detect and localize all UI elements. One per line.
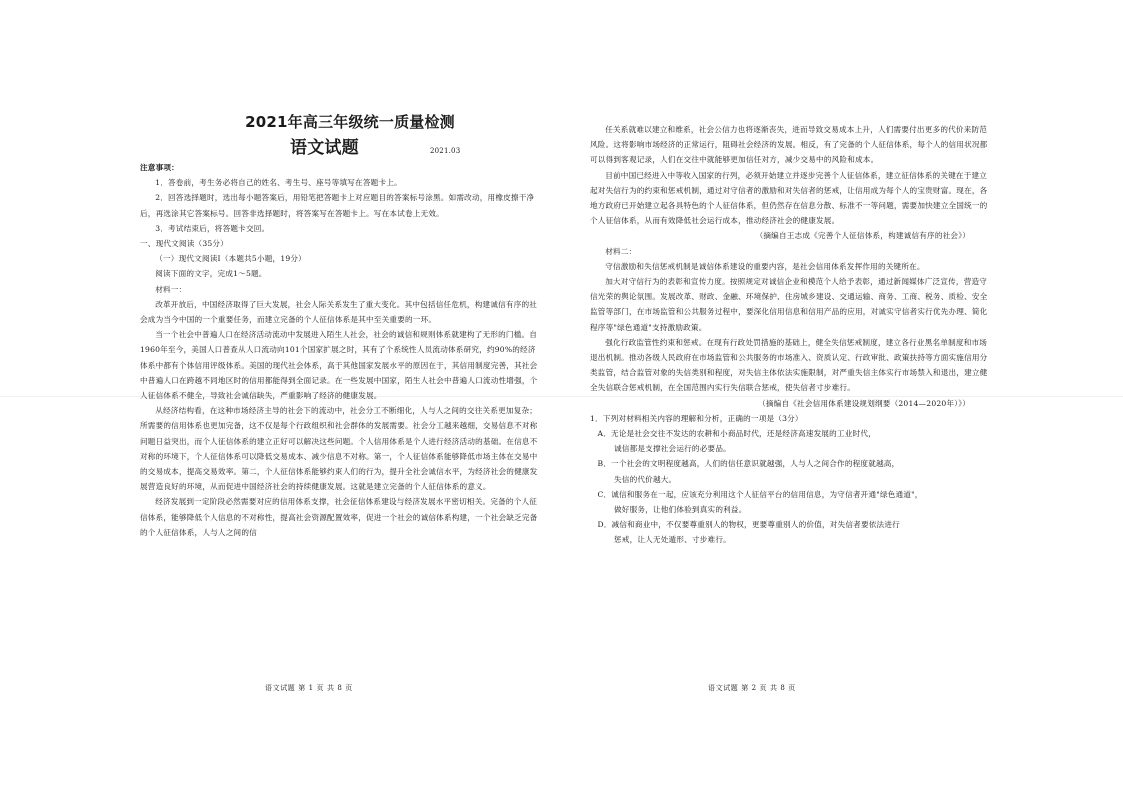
subsection-heading: （一）现代文阅读Ⅰ（本题共5小题，19分） — [155, 254, 306, 264]
option-text: 诚信和服务在一起，应该充分利用这个人征信平台的信用信息，为守信者开通"绿色通道"， — [611, 489, 923, 499]
body-paragraph: 目前中国已经进入中等收入国家的行列，必须开始建立并逐步完善个人征信体系，建立征信体系的关键在于建立起对失信行为的约束和惩戒机制，通过对守信者的激励和对失信者的惩戒，让信用成为每个人的宝贵财富。现在，各地方政府已开始建立起各具特色的个人征信体系，但仍然存在信息分散、标准不一等问题，需要加快建立全国统一的个人征信体系，从而有效降低社会运行成本，推动经济社会的健康发展。 — [590, 170, 988, 226]
option-text: 一个社会的文明程度越高，人们的信任意识就越强，人与人之间合作的程度就越高， — [611, 459, 900, 469]
page-footer-left: 语文试题 第 1 页 共 8 页 — [265, 684, 353, 692]
option-label: D． — [597, 520, 612, 530]
exam-date: 2021.03 — [430, 147, 461, 155]
body-paragraph: 加大对守信行为的表彰和宣传力度。按照规定对诚信企业和模范个人给予表彰，通过新闻媒体广泛宣传，营造守信光荣的舆论氛围。发展改革、财政、金融、环境保护、住房城乡建设、交通运输、商务、工商、税务、质检、安全监管等部门，在市场监管和公共服务过程中，要深化信用信息和信用产品的应用，对诚实守信者实行优先办理、简化程序等"绿色通道"支持激励政策。 — [590, 277, 988, 332]
option-c-cont: 做好服务，让他们体验到真实的利益。 — [614, 505, 747, 515]
material-label: 材料二： — [605, 246, 637, 256]
notice-item: 3．考试结束后，将答题卡交回。 — [155, 223, 270, 233]
body-paragraph: 从经济结构看，在这种市场经济主导的社会下的流动中，社会分工不断细化，人与人之间的交往关系更加复杂；所需要的信用体系也更加完备，这不仅是每个行政组织和社会群体的发展需要。社会分工越来越细，交易信息不对称问题日益突出，而个人征信体系的建立正好可以解决这些问题。个人信用体系是个人进行经济活动的基础。在信息不对称的环境下，个人征信体系可以降低交易成本、减少信息不对称。第一，个人征信体系能够降低市场主体在交易中的交易成本，提高交易效率。第二，个人征信体系能够约束人们的行为，提升全社会诚信水平，为经济社会的健康发展营造良好的环境，从而促进中国经济社会的持续健康发展。这就是建立完备的个人征信体系的意义。 — [140, 406, 538, 492]
option-b-cont: 失信的代价越大。 — [614, 474, 677, 484]
question-stem: 1．下列对材料相关内容的理解和分析，正确的一项是（3分） — [590, 413, 803, 423]
right-page — [590, 122, 990, 548]
left-page — [140, 112, 540, 540]
option-b — [590, 456, 990, 471]
reading-instruction: 阅读下面的文字，完成1～5题。 — [155, 269, 267, 279]
body-paragraph: 强化行政监管性约束和惩戒。在现有行政处罚措施的基础上，健全失信惩戒制度，建立各行业黑名单制度和市场退出机制。推动各级人民政府在市场监管和公共服务的市场准入、资质认定、行政审批、政策扶持等方面实施信用分类监管，结合监管对象的失信类别和程度，对失信主体依法实施限制，对严重失信主体实行市场禁入和退出，建立健全失信联合惩戒机制，在全国范围内实行失信联合惩戒，使失信者寸步难行。 — [590, 337, 988, 393]
body-paragraph: 改革开放后，中国经济取得了巨大发展，社会人际关系发生了重大变化。其中包括信任危机，构建诚信有序的社会成为当今中国的一个重要任务，而建立完备的个人征信体系是其中至关重要的一环。 — [140, 299, 538, 325]
source-citation: （摘编自王志成《完善个人征信体系，构建诚信有序的社会》） — [755, 231, 970, 241]
section-heading: 一、现代文阅读（35分） — [140, 239, 228, 249]
option-a-cont: 诚信都是支撑社会运行的必要品。 — [614, 444, 731, 454]
material-label: 材料一： — [155, 284, 187, 294]
body-paragraph: 经济发展到一定阶段必然需要对应的信用体系支撑，社会征信体系建设与经济发展水平密切相关。完备的个人征信体系，能够降低个人信息的不对称性，提高社会资源配置效率，促进一个社会的诚信体系构建，一个社会缺乏完备的个人征信体系，人与人之间的信 — [140, 497, 538, 537]
page-footer-right: 语文试题 第 2 页 共 8 页 — [708, 684, 796, 692]
body-paragraph: 守信激励和失信惩戒机制是诚信体系建设的重要内容，是社会信用体系发挥作用的关键所在。 — [605, 261, 925, 271]
subtitle-row — [140, 136, 540, 160]
exam-title: 2021年高三年级统一质量检测 — [245, 113, 455, 131]
option-label: A． — [597, 429, 611, 439]
option-text: 无论是社会交往不发达的农耕和小商品时代，还是经济高速发展的工业时代， — [610, 429, 876, 439]
option-label: B． — [597, 459, 612, 469]
subject-title: 语文试题 — [290, 138, 359, 158]
body-paragraph: 当一个社会中普遍人口在经济活动流动中发展进入陌生人社会，社会的诚信和规则体系就建构了无形的门槛。自1960年至今，美国人口普查从人口流动向101个国家扩展之时，其有了个系统性人员流动体系研究，约90%的经济体系中都有个体信用评级体系。美国的现代社会体系，高于其他国家发展水平的原因在于，其信用制度完善，其社会中普遍人口在跨越不同地区时的信用都能得到全面记录。在一些发展中国家，陌生人社会中普遍人口流动性增强，个人征信体系不健全，导致社会诚信缺失，严重影响了经济的健康发展。 — [140, 330, 538, 401]
notice-item: 2．回答选择题时，选出每小题答案后，用铅笔把答题卡上对应题目的答案标号涂黑。如需改动，用橡皮擦干净后，再选涂其它答案标号。回答非选择题时，将答案写在答题卡上。写在本试卷上无效。 — [140, 193, 535, 218]
notice-item: 1．答卷前，考生务必将自己的姓名、考生号、座号等填写在答题卡上。 — [155, 178, 402, 188]
option-d-cont: 惩戒，让人无处遁形、寸步难行。 — [614, 535, 731, 545]
option-c — [590, 487, 990, 502]
option-text: 减信和商业中，不仅要尊重别人的物权，更要尊重别人的价值，对失信者要依法进行 — [611, 520, 900, 530]
source-citation: （摘编自《社会信用体系建设规划纲要（2014—2020年）》） — [758, 398, 970, 408]
option-label: C． — [597, 489, 612, 499]
body-paragraph: 任关系就难以建立和维系，社会公信力也将逐渐丧失，进而导致交易成本上升，人们需要付出更多的代价来防范风险。这将影响市场经济的正常运行，阻碍社会经济的发展。相反，有了完备的个人征信体系，每个人的信用状况都可以得到客观记录，人们在交往中就能够更加信任对方，减少交易中的风险和成本。 — [590, 125, 988, 165]
option-d — [590, 517, 990, 532]
option-a — [590, 426, 990, 441]
notice-heading: 注意事项： — [140, 163, 179, 172]
